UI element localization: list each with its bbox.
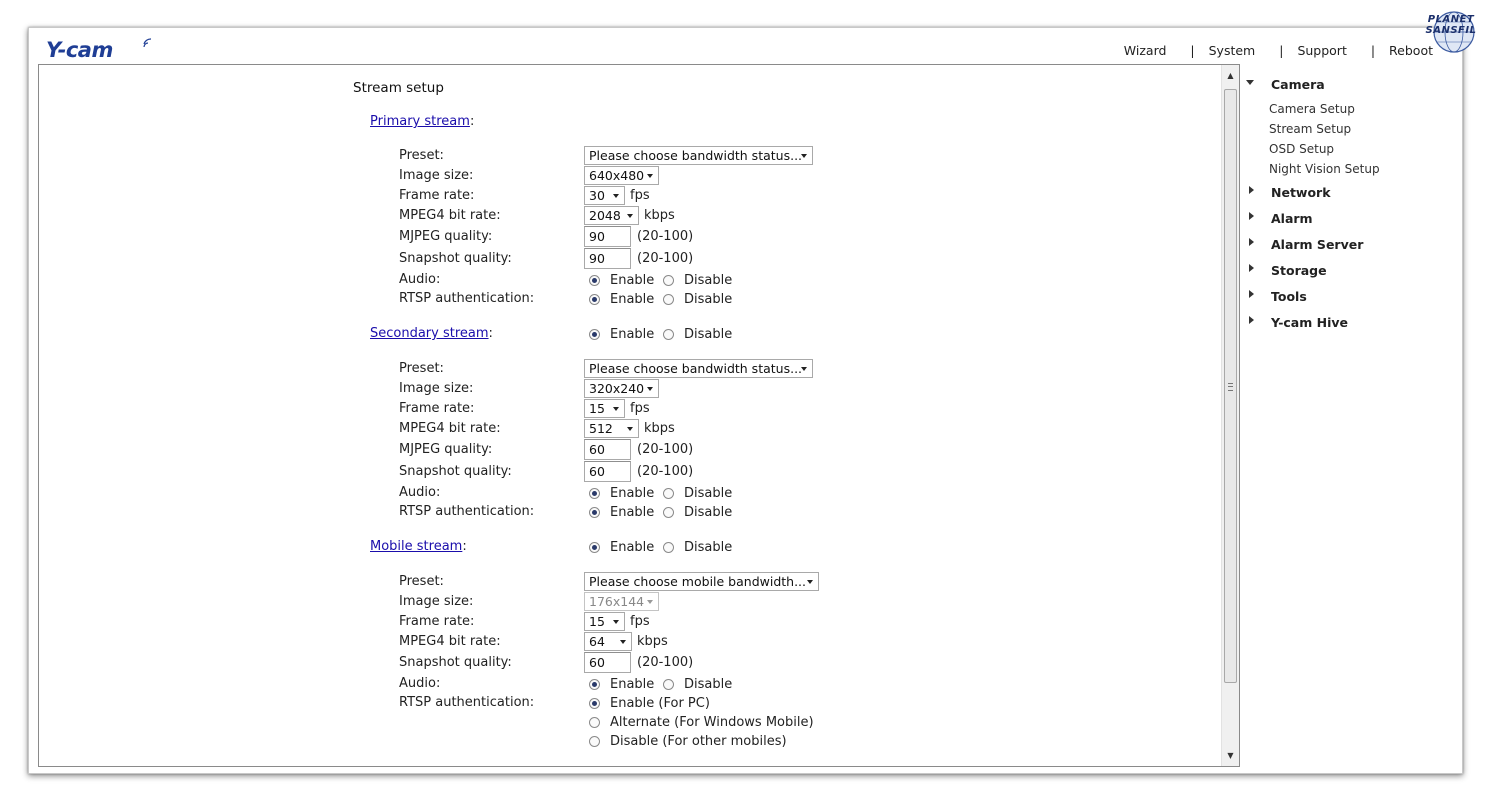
preset-label: Preset:	[399, 148, 444, 163]
mobile-enable-radio[interactable]	[589, 542, 600, 553]
select-value: 64	[589, 634, 605, 649]
dropdown-arrow-icon	[613, 620, 619, 624]
colon: :	[488, 326, 493, 341]
snapshot-quality-label: Snapshot quality:	[399, 464, 512, 479]
enable-label: Enable	[610, 292, 655, 307]
collapsed-arrow-icon	[1249, 186, 1254, 194]
primary-snapshot-quality-input[interactable]: 90	[584, 248, 631, 269]
rtsp-auth-label: RTSP authentication:	[399, 504, 535, 519]
sidebar-alarm[interactable]: Alarm	[1271, 211, 1313, 226]
wireless-waves-icon	[142, 37, 154, 49]
mobile-preset-select[interactable]	[584, 572, 819, 591]
mobile-image-size-select	[584, 592, 659, 611]
colon: :	[462, 539, 467, 554]
sidebar-alarm-server[interactable]: Alarm Server	[1271, 237, 1364, 252]
primary-stream-heading	[370, 114, 474, 129]
ycam-logo: Y-cam	[46, 38, 113, 62]
image-size-label: Image size:	[399, 168, 474, 183]
expanded-arrow-icon	[1246, 80, 1254, 85]
fps-unit: fps	[630, 614, 650, 629]
secondary-image-size-select[interactable]	[584, 379, 659, 398]
mjpeg-quality-label: MJPEG quality:	[399, 442, 493, 457]
primary-rtsp-enable-radio[interactable]	[589, 294, 600, 305]
page-title: Stream setup	[353, 80, 444, 96]
select-value: Please choose mobile bandwidth...	[589, 574, 806, 589]
snapshot-quality-label: Snapshot quality:	[399, 655, 512, 670]
collapsed-arrow-icon	[1249, 212, 1254, 220]
dropdown-arrow-icon	[647, 600, 653, 604]
disable-label: Disable	[684, 540, 733, 555]
scrollbar-thumb[interactable]	[1224, 89, 1237, 683]
frame-rate-label: Frame rate:	[399, 401, 475, 416]
secondary-snapshot-quality-input[interactable]: 60	[584, 461, 631, 482]
range-hint: (20-100)	[637, 442, 694, 457]
mobile-rtsp-enable-pc-radio[interactable]	[589, 698, 600, 709]
disable-label: Disable	[684, 505, 733, 520]
range-hint: (20-100)	[637, 251, 694, 266]
dropdown-arrow-icon	[807, 580, 813, 584]
secondary-stream-link[interactable]: Secondary stream	[370, 326, 489, 341]
primary-audio-disable-radio[interactable]	[663, 275, 674, 286]
secondary-stream-heading	[370, 326, 493, 341]
nav-separator: |	[1190, 43, 1195, 58]
secondary-mjpeg-quality-input[interactable]: 60	[584, 439, 631, 460]
audio-label: Audio:	[399, 676, 441, 691]
nav-separator: |	[1279, 43, 1284, 58]
disable-label: Disable	[684, 677, 733, 692]
audio-label: Audio:	[399, 485, 441, 500]
select-value: 640x480	[589, 168, 645, 183]
disable-label: Disable	[684, 486, 733, 501]
secondary-disable-radio[interactable]	[663, 329, 674, 340]
nav-system[interactable]: System	[1208, 43, 1256, 58]
sidebar-ycam-hive[interactable]: Y-cam Hive	[1271, 315, 1348, 330]
enable-label: Enable	[610, 505, 655, 520]
rtsp-auth-label: RTSP authentication:	[399, 291, 535, 306]
enable-label: Enable	[610, 486, 655, 501]
kbps-unit: kbps	[637, 634, 668, 649]
mobile-rtsp-alternate-radio[interactable]	[589, 717, 600, 728]
mobile-stream-heading	[370, 539, 467, 554]
dropdown-arrow-icon	[620, 640, 626, 644]
select-value: 176x144	[589, 594, 645, 609]
disable-label: Disable	[684, 292, 733, 307]
snapshot-quality-label: Snapshot quality:	[399, 251, 512, 266]
enable-label: Enable	[610, 327, 655, 342]
collapsed-arrow-icon	[1249, 238, 1254, 246]
secondary-frame-rate-select[interactable]	[584, 399, 625, 418]
rtsp-option-label: Disable (For other mobiles)	[610, 734, 787, 749]
range-hint: (20-100)	[637, 655, 694, 670]
range-hint: (20-100)	[637, 464, 694, 479]
dropdown-arrow-icon	[627, 214, 633, 218]
select-value: 30	[589, 188, 605, 203]
secondary-rtsp-disable-radio[interactable]	[663, 507, 674, 518]
sidebar-item-night-vision-setup[interactable]: Night Vision Setup	[1269, 162, 1380, 176]
kbps-unit: kbps	[644, 208, 675, 223]
collapsed-arrow-icon	[1249, 264, 1254, 272]
dropdown-arrow-icon	[613, 407, 619, 411]
primary-mjpeg-quality-input[interactable]: 90	[584, 226, 631, 247]
scroll-down-icon[interactable]: ▼	[1227, 751, 1234, 760]
dropdown-arrow-icon	[801, 367, 807, 371]
primary-rtsp-disable-radio[interactable]	[663, 294, 674, 305]
frame-rate-label: Frame rate:	[399, 614, 475, 629]
dropdown-arrow-icon	[627, 427, 633, 431]
audio-label: Audio:	[399, 272, 441, 287]
sidebar-network[interactable]: Network	[1271, 185, 1331, 200]
nav-separator: |	[1370, 43, 1376, 58]
disable-label: Disable	[684, 327, 733, 342]
range-hint: (20-100)	[637, 229, 694, 244]
select-value: 320x240	[589, 381, 645, 396]
sidebar-camera[interactable]: Camera	[1271, 77, 1325, 92]
scroll-up-icon[interactable]: ▲	[1227, 71, 1234, 80]
mobile-audio-disable-radio[interactable]	[663, 679, 674, 690]
preset-label: Preset:	[399, 361, 444, 376]
sidebar-item-osd-setup[interactable]: OSD Setup	[1269, 142, 1335, 156]
mobile-snapshot-quality-input[interactable]: 60	[584, 652, 631, 673]
mjpeg-quality-label: MJPEG quality:	[399, 229, 493, 244]
select-value: 15	[589, 401, 605, 416]
watermark-text: PLANET SANSFIL	[1425, 14, 1477, 36]
dropdown-arrow-icon	[647, 387, 653, 391]
secondary-audio-disable-radio[interactable]	[663, 488, 674, 499]
sidebar-item-stream-setup[interactable]: Stream Setup	[1269, 122, 1352, 136]
secondary-audio-enable-radio[interactable]	[589, 488, 600, 499]
mobile-frame-rate-select[interactable]	[584, 612, 625, 631]
select-value: 512	[589, 421, 613, 436]
fps-unit: fps	[630, 188, 650, 203]
select-value: 2048	[589, 208, 621, 223]
sidebar-storage[interactable]: Storage	[1271, 263, 1327, 278]
primary-bit-rate-select[interactable]	[584, 206, 639, 225]
disable-label: Disable	[684, 273, 733, 288]
dropdown-arrow-icon	[613, 194, 619, 198]
vertical-scrollbar[interactable]	[1221, 65, 1239, 766]
mobile-disable-radio[interactable]	[663, 542, 674, 553]
enable-label: Enable	[610, 677, 655, 692]
rtsp-auth-label: RTSP authentication:	[399, 695, 535, 710]
fps-unit: fps	[630, 401, 650, 416]
select-value: Please choose bandwidth status...	[589, 148, 803, 163]
top-nav	[1124, 43, 1433, 58]
select-value: Please choose bandwidth status...	[589, 361, 803, 376]
mobile-bit-rate-select[interactable]	[584, 632, 632, 651]
primary-audio-enable-radio[interactable]	[589, 275, 600, 286]
secondary-preset-select[interactable]	[584, 359, 813, 378]
primary-image-size-select[interactable]	[584, 166, 659, 185]
dropdown-arrow-icon	[647, 174, 653, 178]
nav-reboot[interactable]: Reboot	[1389, 43, 1433, 58]
image-size-label: Image size:	[399, 594, 474, 609]
collapsed-arrow-icon	[1249, 316, 1254, 324]
sidebar-tools[interactable]: Tools	[1271, 289, 1307, 304]
sidebar-item-camera-setup[interactable]: Camera Setup	[1269, 102, 1355, 116]
secondary-enable-radio[interactable]	[589, 329, 600, 340]
primary-stream-link[interactable]: Primary stream	[370, 114, 470, 129]
secondary-rtsp-enable-radio[interactable]	[589, 507, 600, 518]
primary-preset-select[interactable]	[584, 146, 813, 165]
enable-label: Enable	[610, 540, 655, 555]
nav-support[interactable]: Support	[1297, 43, 1347, 58]
mobile-audio-enable-radio[interactable]	[589, 679, 600, 690]
mpeg4-bit-rate-label: MPEG4 bit rate:	[399, 634, 501, 649]
mpeg4-bit-rate-label: MPEG4 bit rate:	[399, 421, 501, 436]
colon: :	[469, 114, 475, 129]
kbps-unit: kbps	[644, 421, 675, 436]
mpeg4-bit-rate-label: MPEG4 bit rate:	[399, 208, 501, 223]
rtsp-option-label: Alternate (For Windows Mobile)	[610, 715, 814, 730]
frame-rate-label: Frame rate:	[399, 188, 475, 203]
mobile-stream-link[interactable]: Mobile stream	[370, 539, 463, 554]
collapsed-arrow-icon	[1249, 290, 1254, 298]
grip-icon	[1228, 383, 1233, 391]
image-size-label: Image size:	[399, 381, 474, 396]
dropdown-arrow-icon	[801, 154, 807, 158]
primary-frame-rate-select[interactable]	[584, 186, 625, 205]
preset-label: Preset:	[399, 574, 444, 589]
mobile-rtsp-disable-radio[interactable]	[589, 736, 600, 747]
rtsp-option-label: Enable (For PC)	[610, 696, 710, 711]
nav-wizard[interactable]: Wizard	[1123, 43, 1167, 58]
secondary-bit-rate-select[interactable]	[584, 419, 639, 438]
enable-label: Enable	[610, 273, 655, 288]
select-value: 15	[589, 614, 605, 629]
